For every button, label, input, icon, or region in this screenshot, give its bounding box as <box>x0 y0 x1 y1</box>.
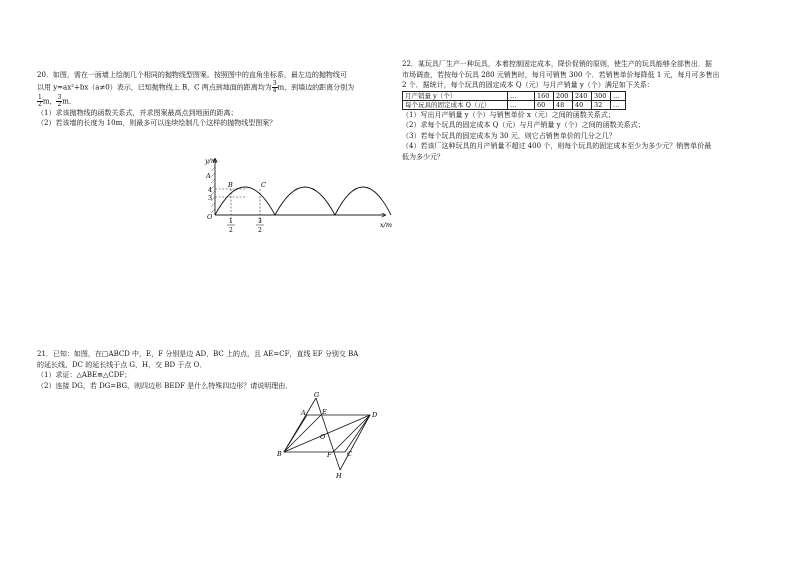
q20-parabola-graph <box>195 153 395 238</box>
label-A: A <box>301 409 306 417</box>
q22-data-table <box>402 91 626 110</box>
q20-dist1-fraction: $\frac{1}{2}$ <box>38 93 42 108</box>
tick-4-label: 4 <box>208 186 213 194</box>
label-H: H <box>336 472 342 480</box>
row1-label: 月产销量 y（个） <box>403 91 508 100</box>
q22-sub4b: 低为多少元？ <box>402 152 444 161</box>
q21-line2: 的延长线、DC 的延长线于点 G，H，交 BD 于点 O． <box>37 360 207 369</box>
q20-sub2: （2）若该墙的长度为 10m，则最多可以连续绘制几个这样的抛物线型图案？ <box>37 119 277 127</box>
label-D: D <box>372 411 378 419</box>
label-E: E <box>322 408 327 416</box>
line-DH <box>340 415 370 470</box>
q22-sub2: （2）求每个玩具的固定成本 Q（元）与月产销量 y（个）之间的函数关系式； <box>402 121 645 129</box>
q22-sub3: （3）若每个玩具的固定成本为 30 元，则它占销售单价的几分之几？ <box>402 131 616 140</box>
point-A-label: A <box>206 172 211 180</box>
label-G: G <box>314 391 320 399</box>
label-O: O <box>320 433 326 441</box>
label-B: B <box>277 450 282 458</box>
row2-label: 每个玩具的固定成本 Q（元） <box>403 100 508 109</box>
q20-line3: $\frac{1}{2}$ m， $\frac{3}{2}$ m． <box>38 93 76 108</box>
x-tick-3half-num: 3 <box>258 218 262 225</box>
x-axis-label: x/m <box>380 221 393 229</box>
point-B-label: B <box>228 181 233 189</box>
question-20 <box>37 70 354 129</box>
q22-line3: 2 个．据统计，每个玩具的固定成本 Q（元）与月产销量 y（个）满足如下关系： <box>402 81 654 89</box>
q20-height-fraction: $\frac{3}{4}$ <box>272 79 277 94</box>
q22-line1: 22．某玩具厂生产一种玩具，本着控制固定成本，降价促销的原则，使生产的玩具能够全部售出．据 <box>402 60 712 68</box>
table-row: 月产销量 y（个） … 160 200 240 300 … <box>403 91 626 100</box>
line-DF <box>333 415 370 452</box>
parabola-1 <box>215 187 275 215</box>
q20-line1: 20．如图，需在一面墙上绘制几个相同的抛物线型图案。按照图中的直角坐标系，最左边的抛物线可 <box>37 71 347 79</box>
q20-line2b: m，到墙边的距离分别为 <box>277 83 355 91</box>
question-22 <box>402 59 720 162</box>
x-tick-3half-den: 2 <box>258 227 262 234</box>
q21-sub1: （1）求证：△ABE≌△CDF； <box>37 371 132 379</box>
q20-line2a: 以用 y=ax²+bx（a≠0）表示，已知抛物线上 B，C 两点到地面的距离均为 <box>37 83 272 91</box>
label-C: C <box>347 450 352 458</box>
label-F: F <box>327 451 332 459</box>
parabola-3 <box>335 187 391 215</box>
parabola-2 <box>275 187 335 215</box>
q22-line2: 市场调查，若按每个玩具 280 元销售时，每月可销售 300 个．若销售单价每降低 1 元，每月可多售出 <box>402 70 720 79</box>
x-tick-half-num: 1 <box>229 218 233 225</box>
q20-line2 <box>37 81 354 94</box>
q21-parallelogram-figure <box>272 390 382 480</box>
point-C-label: C <box>261 181 266 189</box>
x-tick-half-den: 2 <box>229 227 233 234</box>
question-21 <box>37 349 358 391</box>
q22-sub1: （1）写出月产销量 y（个）与销售单价 x（元）之间的函数关系式； <box>402 110 615 119</box>
q20-dist2-fraction: $\frac{3}{2}$ <box>57 93 62 108</box>
q20-sub1: （1）求该抛物线的函数关系式，并求图案最高点到地面的距离； <box>37 108 238 117</box>
q21-line1: 21．已知：如图，在□ABCD 中，E，F 分别是边 AD，BC 上的点，且 AE=CF，直线 EF 分别交 BA <box>37 350 359 358</box>
q21-sub2: （2）连接 DG，若 DG=BG，则四边形 BEDF 是什么特殊四边形？请说明理由． <box>37 381 293 390</box>
tick-3-label: 3 <box>208 194 213 202</box>
y-axis-label: y/m <box>205 157 218 165</box>
origin-label: O <box>207 213 213 221</box>
q22-sub4a: （4）若该厂这种玩具的月产销量不超过 400 个，则每个玩具的固定成本至少为多少元？销售单价最 <box>402 142 712 150</box>
table-row: 每个玩具的固定成本 Q（元） … 60 48 40 32 … <box>403 100 626 109</box>
